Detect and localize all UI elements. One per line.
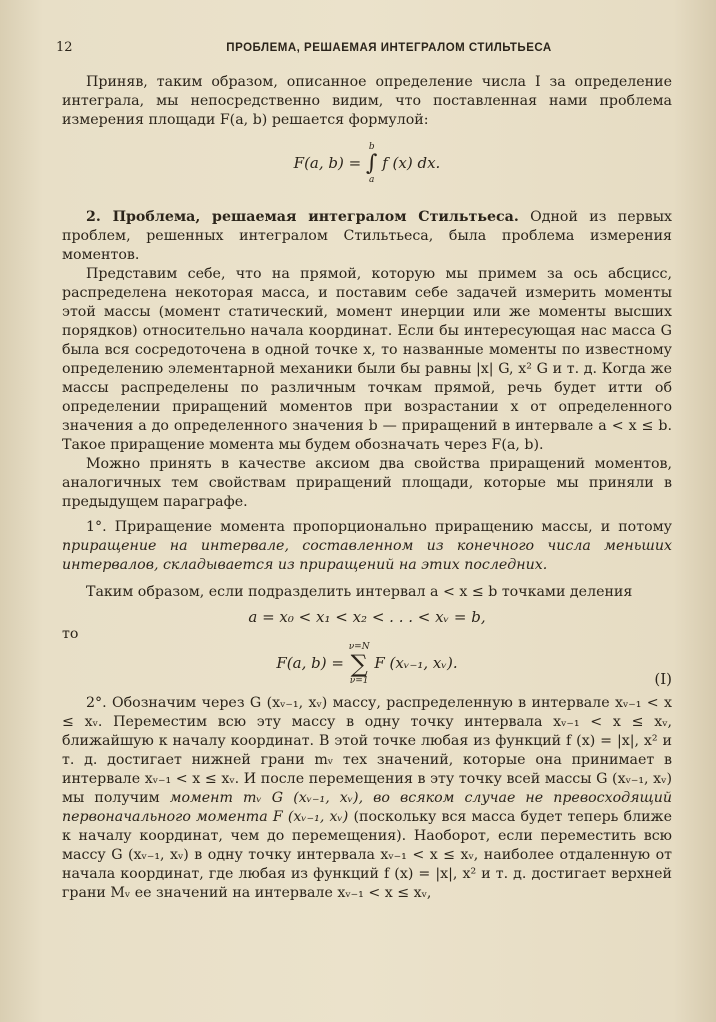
sum-upper-limit: ν=N	[348, 642, 370, 652]
integral-upper-limit: b	[368, 142, 375, 152]
paragraph-7-start: 2°. Обозначим через G (xᵥ₋₁, xᵥ) массу, распределенную в интервале xᵥ₋₁ < x ≤ xᵥ. Переместим всю эту массу в одну точку интервала xᵥ₋₁ < x ≤ xᵥ, ближайшую к началу координат. В этой точке любая из функций f (x) = |x|, x² и т. д. достигает нижней грани mᵥ тех значений, которые она принимает в интервале xᵥ₋₁ < x ≤ xᵥ. И после перемещения в эту точку всей массы G (xᵥ₋₁, xᵥ) мы получим	[62, 695, 672, 806]
running-title: ПРОБЛЕМА, РЕШАЕМАЯ ИНТЕГРАЛОМ СТИЛЬТЬЕСА	[226, 42, 552, 54]
paragraph-7-end: (поскольку вся масса будет теперь ближе к началу координат, чем до перемещения). Наоборот, если переместить всю массу G (xᵥ₋₁, xᵥ) в одну точку интервала xᵥ₋₁ < x ≤ xᵥ, наиболее отдаленную от начала координат, где любая из функций f (x) = |x|, x² и т. д. достигает верхней грани Mᵥ ее значений на интервале xᵥ₋₁ < x ≤ xᵥ,	[62, 809, 672, 901]
word-to: то	[62, 626, 79, 642]
equation-number: (I)	[654, 670, 672, 688]
formula-sum	[62, 642, 672, 686]
paragraph-5-start: 1°. Приращение момента пропорционально приращению массы, и потому	[86, 519, 672, 535]
sum-lower-limit: ν=1	[349, 676, 369, 686]
formula-integral	[62, 142, 672, 186]
paragraph-3: Представим себе, что на прямой, которую мы примем за ось абсцисс, распределена некоторая масса, и поставим себе задачей измерить моменты этой массы (момент статический, момент инерции или же моменты высших порядков) относительно начала координат. Если бы интересующая нас масса G была вся сосредоточена в одной точке x, то названные моменты по известному определению элементарной механики были бы равны |x| G, x² G и т. д. Когда же массы распределены по различным точкам прямой, речь будет итти об определении приращений моментов при возрастании x от определенного значения a до определенного значения b — приращений в интервале a < x ≤ b. Такое приращение момента мы будем обозначать через F(a, b).	[62, 266, 672, 453]
formula-sum-lhs: F(a, b) =	[276, 654, 344, 672]
paragraph-6: Таким образом, если подразделить интервал a < x ≤ b точками деления	[86, 584, 633, 600]
page-header	[56, 40, 672, 55]
section-2-paragraph	[62, 208, 672, 265]
formula-partition: a = x₀ < x₁ < x₂ < . . . < xᵥ = b,	[248, 608, 486, 626]
paragraph-4: Можно принять в качестве аксиом два свойства приращений моментов, аналогичных тем свойствам приращений площади, которые мы приняли в предыдущем параграфе.	[62, 456, 672, 510]
formula-integral-lhs: F(a, b) =	[293, 154, 362, 172]
integral-lower-limit: a	[369, 175, 375, 185]
paragraph-5	[62, 518, 672, 575]
paragraph-1: Приняв, таким образом, описанное определение числа I за определение интеграла, мы непосредственно видим, что поставленная нами проблема измерения площади F(a, b) решается формулой:	[62, 74, 672, 128]
formula-integral-rhs: f (x) dx.	[382, 154, 441, 172]
formula-sum-rhs: F (xᵥ₋₁, xᵥ).	[374, 654, 458, 672]
sum-sign: ν=N ∑ ν=1	[348, 642, 370, 686]
section-title: 2. Проблема, решаемая интегралом Стильтьеса.	[86, 209, 519, 225]
paragraph-5-italic: приращение на интервале, составленном из конечного числа меньших интервалов, складывается из приращений на этих последних.	[62, 538, 672, 573]
integral-sign: b ∫ a	[365, 142, 378, 185]
page-number: 12	[56, 40, 73, 55]
paragraph-2: Одной из первых проблем, решенных интегралом Стильтьеса, была проблема измерения моментов.	[62, 209, 672, 263]
paragraph-7	[62, 694, 672, 903]
paragraph-7-italic: момент mᵥ G (xᵥ₋₁, xᵥ), во всяком случае не превосходящий первоначального момента F (xᵥ₋₁, xᵥ)	[62, 790, 672, 825]
